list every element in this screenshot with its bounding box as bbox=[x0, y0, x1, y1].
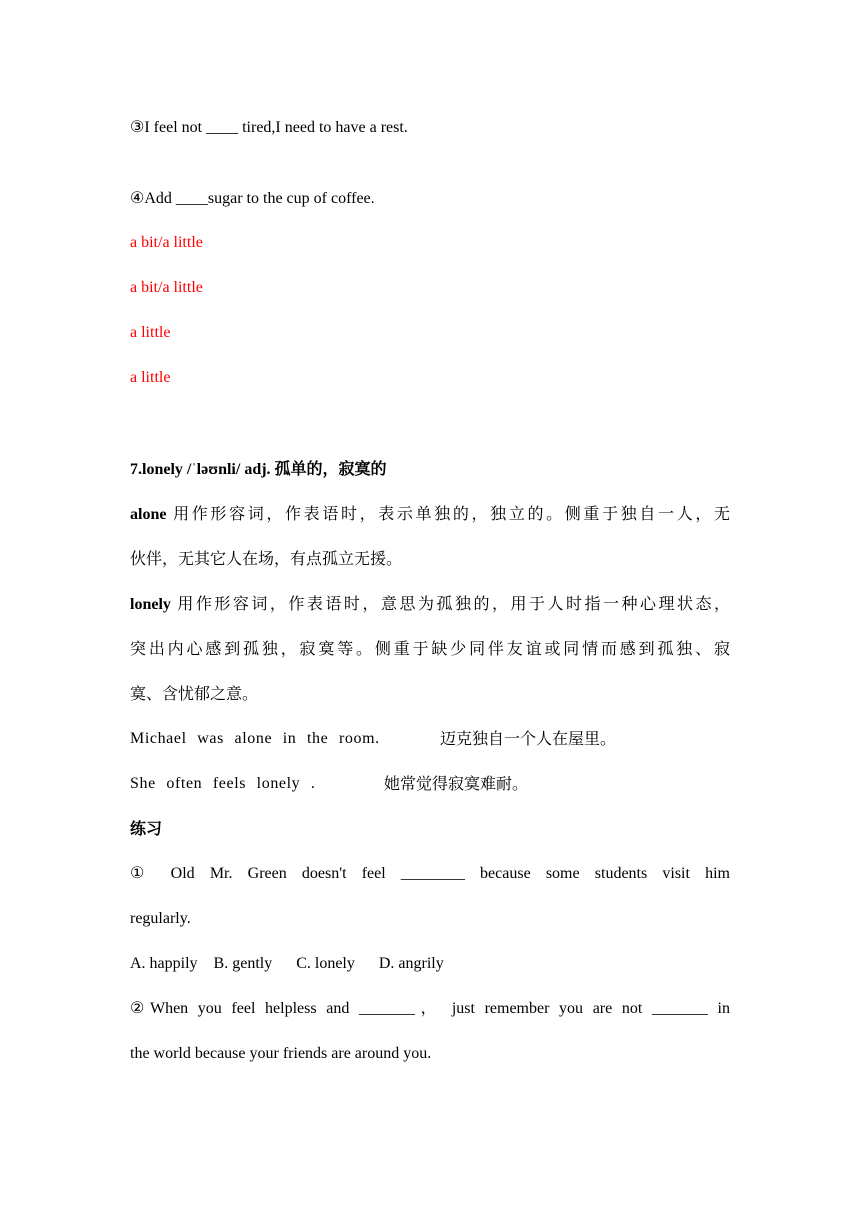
example-1-cn: 迈克独自一个人在屋里。 bbox=[440, 729, 617, 748]
exercise-q3: ③I feel not ____ tired,I need to have a rest. bbox=[130, 119, 408, 136]
practice-q2-line2: the world because your friends are around you. bbox=[130, 1045, 432, 1062]
example-2-cn: 她常觉得寂寞难耐。 bbox=[384, 774, 529, 793]
practice-q1-line2: regularly. bbox=[130, 910, 191, 927]
practice-title: 练习 bbox=[130, 819, 163, 838]
exercise-q4: ④Add ____sugar to the cup of coffee. bbox=[130, 190, 375, 207]
example-1-en: Michael was alone in the room. bbox=[130, 730, 380, 747]
entry-heading bbox=[130, 459, 387, 480]
practice-q1-line1: ① Old Mr. Green doesn't feel ________ because some students visit him bbox=[130, 865, 730, 882]
lonely-explanation-line3: 寞、含忧郁之意。 bbox=[130, 684, 259, 703]
alone-explanation-line1 bbox=[130, 504, 730, 525]
answer-1: a bit/a little bbox=[130, 234, 203, 251]
answer-4: a little bbox=[130, 369, 171, 386]
example-2-en: She often feels lonely . bbox=[130, 775, 316, 792]
answer-3: a little bbox=[130, 324, 171, 341]
practice-q2-line1: ②When you feel helpless and _______， just remember you are not _______ in bbox=[130, 1000, 730, 1017]
alone-desc-1: 用作形容词，作表语时，表示单独的，独立的。侧重于独自一人，无 bbox=[173, 504, 730, 523]
lonely-explanation-line2: 突出内心感到孤独，寂寞等。侧重于缺少同伴友谊或同情而感到孤独、寂 bbox=[130, 639, 730, 658]
practice-q1-options: A. happily B. gently C. lonely D. angrily bbox=[130, 955, 444, 972]
entry-heading-en: 7.lonely /ˈləʊnli/ adj. bbox=[130, 461, 271, 478]
lonely-desc-1: 用作形容词，作表语时，意思为孤独的，用于人时指一种心理状态， bbox=[177, 594, 730, 613]
entry-heading-cn: 孤单的，寂寞的 bbox=[274, 459, 387, 478]
alone-word: alone bbox=[130, 506, 167, 523]
alone-explanation-line2: 伙伴，无其它人在场，有点孤立无援。 bbox=[130, 549, 403, 568]
lonely-word: lonely bbox=[130, 596, 171, 613]
answer-2: a bit/a little bbox=[130, 279, 203, 296]
lonely-explanation-line1 bbox=[130, 594, 730, 615]
